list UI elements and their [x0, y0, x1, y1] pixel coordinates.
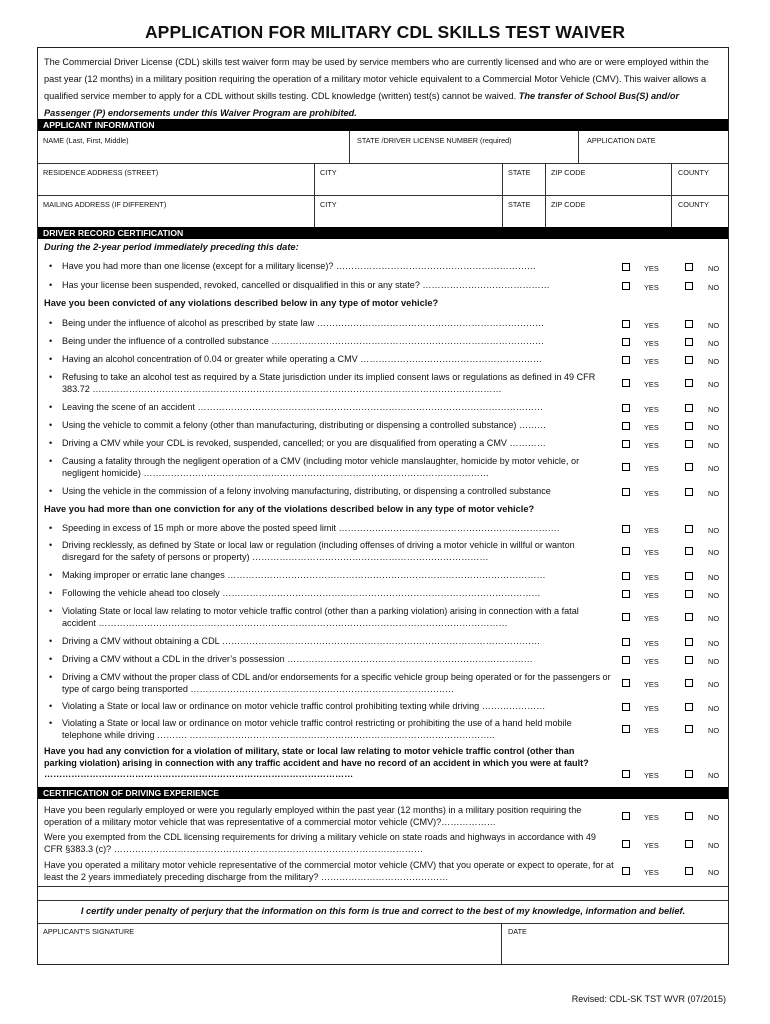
no-checkbox[interactable]: [685, 638, 693, 646]
mailing-address-label: MAILING ADDRESS (IF DIFFERENT): [43, 200, 167, 209]
multi-cdl-not-in-possession: • Driving a CMV without a CDL in the driver’s possession ………………………………………………………………………: [49, 654, 533, 664]
yes-label: YES: [644, 657, 659, 666]
no-checkbox[interactable]: [685, 547, 693, 555]
yes-checkbox[interactable]: [622, 320, 630, 328]
no-checkbox[interactable]: [685, 525, 693, 533]
mailing-state-label: STATE: [508, 200, 531, 209]
yes-label: YES: [644, 614, 659, 623]
no-label: NO: [708, 573, 720, 582]
yes-label: YES: [644, 868, 659, 877]
residence-state-label: STATE: [508, 168, 531, 177]
no-label: NO: [708, 283, 720, 292]
yes-label: YES: [644, 321, 659, 330]
multi-hand-held-phone: • Violating a State or local law or ordinance on motor vehicle traffic control restricting or prohibiting the use of a hand held mobile telephone while driving ………. ………………………………………………………………………………………..: [49, 718, 572, 740]
yes-label: YES: [644, 405, 659, 414]
intro-bold-note: The transfer of School Bus(S) and/or Passenger (P) endorsements under this Waiver Program are prohibited.: [44, 91, 680, 118]
yes-label: YES: [644, 813, 659, 822]
mailing-city-label: CITY: [320, 200, 337, 209]
no-label: NO: [708, 771, 720, 780]
yes-checkbox[interactable]: [622, 463, 630, 471]
conviction-fatality: • Causing a fatality through the negligent operation of a CMV (including motor vehicle manslaughter, homicide by motor vehicle, or negligent homicide) ……………………………………………………………………………………………………: [49, 456, 580, 478]
no-label: NO: [708, 405, 720, 414]
residence-city-label: CITY: [320, 168, 337, 177]
question-license-suspended: • Has your license been suspended, revoked, cancelled or disqualified in this or any state? ……………………………………: [49, 280, 550, 290]
no-label: NO: [708, 657, 720, 666]
yes-checkbox[interactable]: [622, 590, 630, 598]
no-label: NO: [708, 548, 720, 557]
no-label: NO: [708, 841, 720, 850]
yes-checkbox[interactable]: [622, 812, 630, 820]
waiver-form: [37, 47, 729, 965]
no-checkbox[interactable]: [685, 440, 693, 448]
yes-checkbox[interactable]: [622, 525, 630, 533]
yes-checkbox[interactable]: [622, 867, 630, 875]
conviction-revoked-cdl: • Driving a CMV while your CDL is revoked, suspended, cancelled; or you are disqualified from operating a CMV …………: [49, 438, 546, 448]
conviction-felony-substance: • Using the vehicle in the commission of a felony involving manufacturing, distributing, or dispensing a controlled substance: [49, 486, 551, 496]
yes-label: YES: [644, 283, 659, 292]
no-label: NO: [708, 339, 720, 348]
yes-label: YES: [644, 639, 659, 648]
no-label: NO: [708, 591, 720, 600]
yes-checkbox[interactable]: [622, 638, 630, 646]
no-checkbox[interactable]: [685, 263, 693, 271]
yes-label: YES: [644, 591, 659, 600]
no-label: NO: [708, 680, 720, 689]
experience-operated: Have you operated a military motor vehicle representative of the commercial motor vehicle (CMV) that you operate or expect to operate, for at least the 2 years immediately preceding discharge from the military? ……………………………………: [44, 860, 614, 882]
no-checkbox[interactable]: [685, 404, 693, 412]
form-title: APPLICATION FOR MILITARY CDL SKILLS TEST WAIVER: [144, 22, 626, 42]
yes-checkbox[interactable]: [622, 404, 630, 412]
yes-label: YES: [644, 339, 659, 348]
mailing-zip-label: ZIP CODE: [551, 200, 586, 209]
no-checkbox[interactable]: [685, 703, 693, 711]
residence-address-label: RESIDENCE ADDRESS (STREET): [43, 168, 159, 177]
multi-traffic-control: • Violating State or local law relating to motor vehicle traffic control (other than a parking violation) arising in connection with a fatal accident ………………………………………………………………………………………………………………………: [49, 606, 579, 628]
no-checkbox[interactable]: [685, 812, 693, 820]
conviction-alcohol: • Being under the influence of alcohol as prescribed by state law …………………………………………………………………: [49, 318, 545, 328]
yes-checkbox[interactable]: [622, 656, 630, 664]
no-checkbox[interactable]: [685, 379, 693, 387]
yes-checkbox[interactable]: [622, 840, 630, 848]
multi-reckless: • Driving recklessly, as defined by State or local law or regulation (including offenses of driving a motor vehicle in willful or wanton disregard for the safety of persons or property) ……………………………………………………………………: [49, 540, 575, 562]
no-checkbox[interactable]: [685, 463, 693, 471]
multi-following-closely: • Following the vehicle ahead too closely ……………………………………………………………………………………………: [49, 588, 541, 598]
no-label: NO: [708, 441, 720, 450]
yes-checkbox[interactable]: [622, 703, 630, 711]
no-label: NO: [708, 704, 720, 713]
yes-checkbox[interactable]: [622, 572, 630, 580]
date-label: DATE: [508, 927, 527, 936]
conviction-refusing-test: • Refusing to take an alcohol test as required by a State jurisdiction under its implied consent laws or regulations as defined in 49 CFR 383.72 ………………………………………………………………………………………………………………………: [49, 372, 596, 394]
no-checkbox[interactable]: [685, 320, 693, 328]
no-checkbox[interactable]: [685, 282, 693, 290]
yes-checkbox[interactable]: [622, 356, 630, 364]
driving-experience-header: CERTIFICATION OF DRIVING EXPERIENCE: [38, 787, 728, 799]
no-label: NO: [708, 380, 720, 389]
yes-checkbox[interactable]: [622, 422, 630, 430]
residence-zip-label: ZIP CODE: [551, 168, 586, 177]
no-checkbox[interactable]: [685, 590, 693, 598]
experience-exempted: Were you exempted from the CDL licensing requirements for driving a military vehicle on state roads and highways in accordance with 49 CFR §383.3 (c)? …………………………………………………………………………………………: [44, 832, 596, 854]
yes-checkbox[interactable]: [622, 613, 630, 621]
yes-label: YES: [644, 548, 659, 557]
intro-paragraph: [44, 54, 728, 122]
no-label: NO: [708, 321, 720, 330]
no-checkbox[interactable]: [685, 840, 693, 848]
no-label: NO: [708, 639, 720, 648]
name-label: NAME (Last, First, Middle): [43, 136, 129, 145]
application-date-label: APPLICATION DATE: [587, 136, 656, 145]
multiple-convictions-subheading: Have you had more than one conviction for any of the violations described below in any type of motor vehicle?: [44, 504, 535, 514]
no-checkbox[interactable]: [685, 613, 693, 621]
conviction-controlled-substance: • Being under the influence of a controlled substance ………………………………………………………………………………: [49, 336, 545, 346]
multi-no-cdl: • Driving a CMV without obtaining a CDL ……………………………………………………………………………………………: [49, 636, 541, 646]
yes-label: YES: [644, 464, 659, 473]
yes-label: YES: [644, 573, 659, 582]
no-checkbox[interactable]: [685, 338, 693, 346]
convictions-subheading: Have you been convicted of any violations described below in any type of motor vehicle?: [44, 298, 439, 308]
conviction-felony: • Using the vehicle to commit a felony (other than manufacturing, distributing or dispensing a controlled substance) ………: [49, 420, 547, 430]
multi-texting: • Violating a State or local law or ordinance on motor vehicle traffic control prohibiting texting while driving …………………: [49, 701, 546, 711]
applicant-info-header: APPLICANT INFORMATION: [38, 119, 728, 131]
no-label: NO: [708, 726, 720, 735]
no-label: NO: [708, 526, 720, 535]
no-checkbox[interactable]: [685, 867, 693, 875]
yes-label: YES: [644, 423, 659, 432]
yes-label: YES: [644, 526, 659, 535]
yes-checkbox[interactable]: [622, 547, 630, 555]
multi-wrong-class: • Driving a CMV without the proper class of CDL and/or endorsements for a specific vehicle group being operated or for the passengers or type of cargo being transported ……………………………………………………………………………: [49, 672, 611, 694]
certification-statement: I certify under penalty of perjury that the information on this form is true and correct to the best of my knowledge, information and belief.: [80, 906, 686, 916]
no-checkbox[interactable]: [685, 656, 693, 664]
no-label: NO: [708, 357, 720, 366]
yes-checkbox[interactable]: [622, 488, 630, 496]
yes-label: YES: [644, 841, 659, 850]
intro-text: The Commercial Driver License (CDL) skills test waiver form may be used by service members who are currently licensed and who are or were employed within the past year (12 months) in a military position requiring the operation of a military motor vehicle equivalent to a Commercial Motor Vehicle (CMV). This waiver allows a qualified service member to apply for a CDL without skills testing. CDL knowledge (written) test(s) cannot be waived.: [44, 57, 709, 101]
no-checkbox[interactable]: [685, 356, 693, 364]
yes-label: YES: [644, 357, 659, 366]
no-label: NO: [708, 614, 720, 623]
multi-lane-changes: • Making improper or erratic lane changes ……………………………………………………………………………………………: [49, 570, 546, 580]
no-checkbox[interactable]: [685, 770, 693, 778]
yes-label: YES: [644, 489, 659, 498]
no-label: NO: [708, 264, 720, 273]
yes-checkbox[interactable]: [622, 725, 630, 733]
no-label: NO: [708, 464, 720, 473]
yes-label: YES: [644, 380, 659, 389]
yes-label: YES: [644, 704, 659, 713]
no-label: NO: [708, 813, 720, 822]
yes-checkbox[interactable]: [622, 338, 630, 346]
state-license-label: STATE /DRIVER LICENSE NUMBER (required): [357, 136, 512, 145]
no-checkbox[interactable]: [685, 488, 693, 496]
no-label: NO: [708, 423, 720, 432]
driver-record-header: DRIVER RECORD CERTIFICATION: [38, 227, 728, 239]
yes-label: YES: [644, 264, 659, 273]
yes-label: YES: [644, 771, 659, 780]
conviction-alcohol-concentration: • Having an alcohol concentration of 0.04 or greater while operating a CMV ……………………………………………………: [49, 354, 543, 364]
no-checkbox[interactable]: [685, 725, 693, 733]
no-checkbox[interactable]: [685, 572, 693, 580]
no-label: NO: [708, 868, 720, 877]
yes-checkbox[interactable]: [622, 282, 630, 290]
yes-checkbox[interactable]: [622, 379, 630, 387]
no-checkbox[interactable]: [685, 679, 693, 687]
revision-footer: Revised: CDL-SK TST WVR (07/2015): [571, 994, 726, 1004]
conviction-leaving-scene: • Leaving the scene of an accident ……………………………………………………………………………………………………: [49, 402, 544, 412]
question-multiple-licenses: • Have you had more than one license (except for a military license)? …………………………………………………………: [49, 261, 537, 271]
yes-checkbox[interactable]: [622, 440, 630, 448]
fault-question: Have you had any conviction for a violation of military, state or local law relating to motor vehicle traffic control (other than parking violation) arising in connection with any traffic accident and have no record of an accident in which you were at fault? …………………………………………………………………………………………: [44, 746, 589, 780]
yes-checkbox[interactable]: [622, 679, 630, 687]
yes-label: YES: [644, 441, 659, 450]
mailing-county-label: COUNTY: [678, 200, 709, 209]
yes-label: YES: [644, 680, 659, 689]
no-label: NO: [708, 489, 720, 498]
no-checkbox[interactable]: [685, 422, 693, 430]
period-subheading: During the 2-year period immediately preceding this date:: [44, 242, 299, 252]
yes-label: YES: [644, 726, 659, 735]
yes-checkbox[interactable]: [622, 263, 630, 271]
experience-employment: Have you been regularly employed or were you regularly employed within the past year (12 months) in a military position requiring the operation of a military motor vehicle that was representative of a commercial motor vehicle (CMV)?………………: [44, 805, 582, 827]
signature-label: APPLICANT’S SIGNATURE: [43, 927, 135, 936]
yes-checkbox[interactable]: [622, 770, 630, 778]
residence-county-label: COUNTY: [678, 168, 709, 177]
multi-speeding: • Speeding in excess of 15 mph or more above the posted speed limit ……………………………………………………………….: [49, 523, 560, 533]
